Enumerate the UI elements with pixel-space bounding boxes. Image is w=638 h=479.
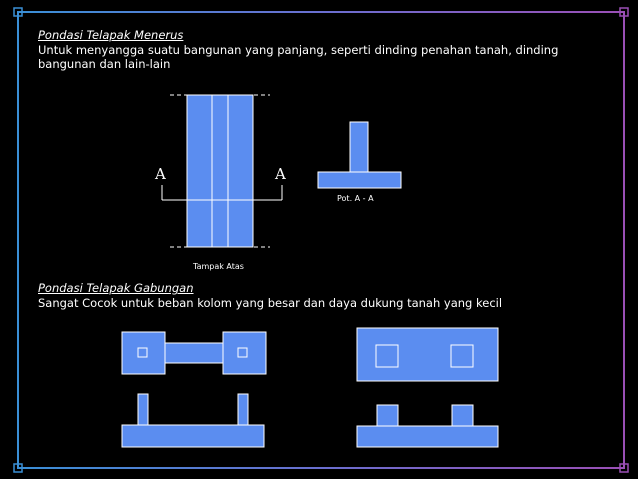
strap-base — [122, 425, 264, 447]
combined-left-column — [377, 405, 398, 426]
right-pad — [223, 332, 266, 374]
combined-footing-plan — [357, 328, 498, 381]
left-pad — [122, 332, 165, 374]
section1-title: Pondasi Telapak Menerus — [38, 28, 184, 42]
right-column — [238, 394, 248, 425]
section1-description: Untuk menyangga suatu bangunan yang panjang, seperti dinding penahan tanah, dinding bangunan dan lain-lain — [38, 43, 559, 71]
combined-pad — [357, 328, 498, 381]
section-label-left: A — [155, 165, 166, 183]
section2-description: Sangat Cocok untuk beban kolom yang besar dan daya dukung tanah yang kecil — [38, 296, 503, 310]
section-label-right: A — [275, 165, 286, 183]
left-column — [138, 394, 148, 425]
plan-view-label: Tampak Atas — [193, 262, 244, 271]
section-view-label: Pot. A - A — [337, 194, 374, 203]
combined-base — [357, 426, 498, 447]
strap-footing-plan — [122, 332, 266, 374]
section2-title: Pondasi Telapak Gabungan — [38, 281, 194, 295]
strap-footing-elevation — [122, 394, 264, 447]
strap-beam — [165, 343, 223, 363]
combined-footing-elevation — [357, 405, 498, 447]
combined-right-column — [452, 405, 473, 426]
